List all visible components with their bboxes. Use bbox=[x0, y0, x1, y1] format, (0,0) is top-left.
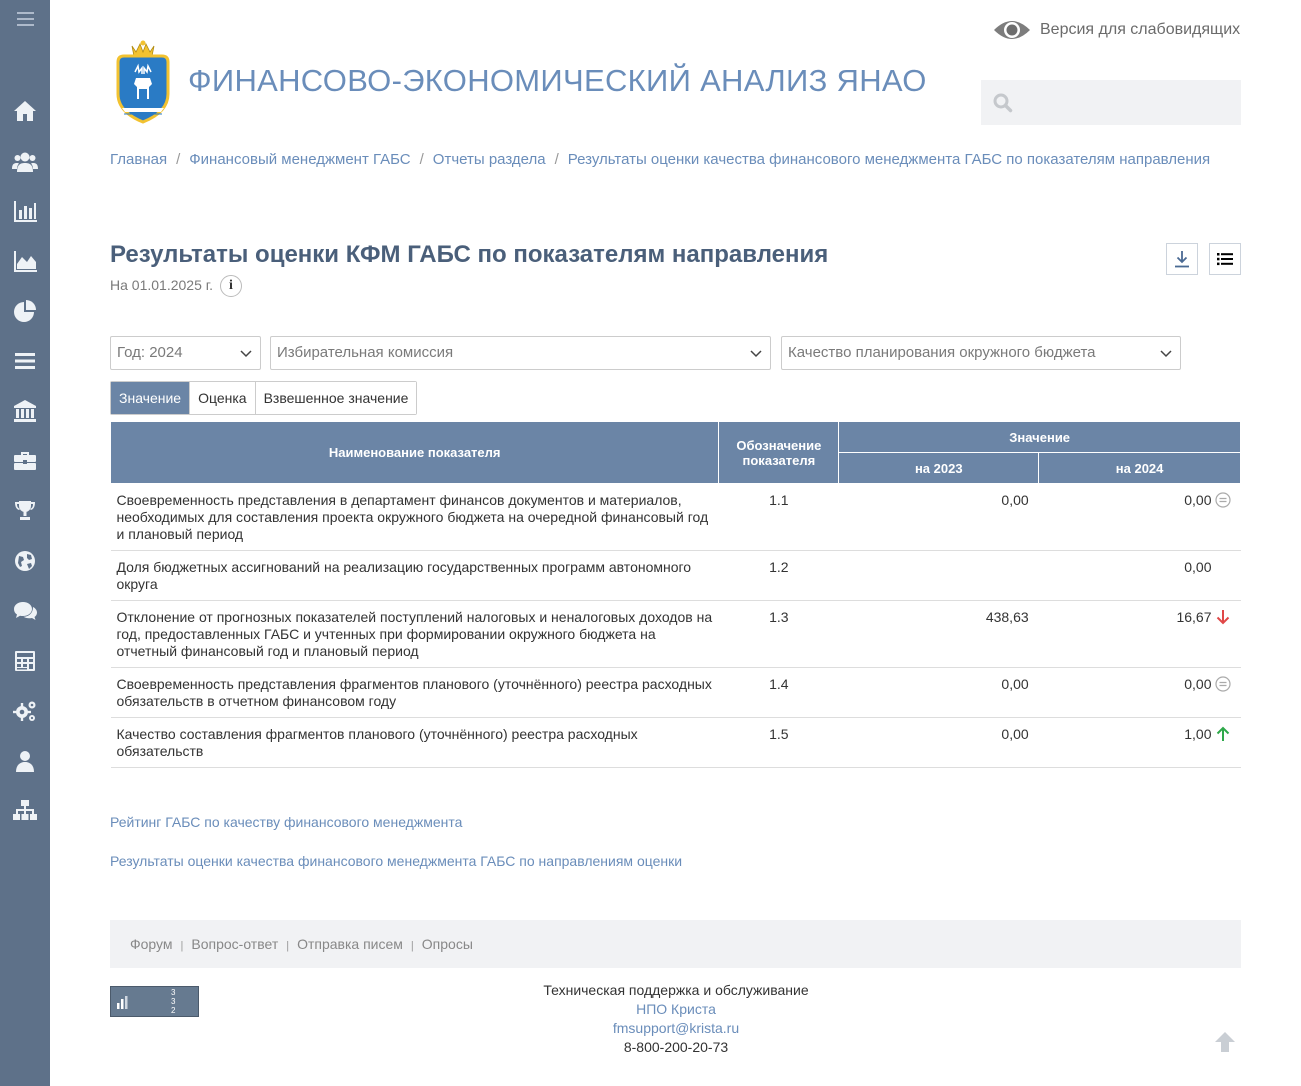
arrow-down-icon bbox=[1215, 609, 1231, 625]
organization-select[interactable] bbox=[270, 336, 771, 370]
region-emblem-logo[interactable] bbox=[110, 38, 176, 126]
tab-weighted-value[interactable]: Взвешенное значение bbox=[256, 382, 417, 414]
page-title: Результаты оценки КФМ ГАБС по показателям направления bbox=[110, 241, 829, 268]
indicator-code: 1.3 bbox=[719, 601, 839, 668]
search-icon bbox=[993, 93, 1013, 113]
briefcase-icon[interactable] bbox=[0, 441, 50, 481]
breadcrumb-fin-management[interactable]: Финансовый менеджмент ГАБС bbox=[189, 151, 411, 168]
value-2024: 0,00 bbox=[1184, 676, 1212, 692]
value-2023: 438,63 bbox=[839, 601, 1039, 668]
bar-chart-icon[interactable] bbox=[0, 191, 50, 231]
support-title: Техническая поддержка и обслуживание bbox=[543, 982, 809, 998]
equal-trend-icon bbox=[1215, 492, 1231, 508]
table-row bbox=[111, 601, 1241, 668]
list-icon[interactable] bbox=[0, 341, 50, 381]
search-input[interactable] bbox=[981, 80, 1241, 125]
col-header-value-group: Значение bbox=[839, 422, 1241, 453]
indicator-name: Своевременность представления в департамент финансов документов и материалов, необходимых для составления проекта окружного бюджета на очередной финансовый год и плановый период bbox=[111, 484, 719, 551]
indicators-table bbox=[110, 421, 1241, 768]
pie-chart-icon[interactable] bbox=[0, 291, 50, 331]
indicator-name: Качество составления фрагментов планового (уточнённого) реестра расходных обязательств bbox=[111, 718, 719, 768]
footer-link-polls[interactable]: Опросы bbox=[421, 936, 473, 952]
gears-icon[interactable] bbox=[0, 691, 50, 731]
value-2024: 1,00 bbox=[1184, 726, 1212, 742]
area-chart-icon[interactable] bbox=[0, 241, 50, 281]
indicator-code: 1.5 bbox=[719, 718, 839, 768]
support-info bbox=[476, 981, 876, 1057]
globe-icon[interactable] bbox=[0, 541, 50, 581]
info-icon[interactable]: i bbox=[220, 275, 242, 297]
report-date: На 01.01.2025 г. bbox=[110, 277, 214, 293]
table-row bbox=[111, 551, 1241, 601]
breadcrumb-separator: / bbox=[419, 151, 424, 168]
indicator-name: Своевременность представления фрагментов планового (уточнённого) реестра расходных обязательств в отчетном финансовом году bbox=[111, 668, 719, 718]
results-by-direction-link[interactable]: Результаты оценки качества финансового менеджмента ГАБС по направлениям оценки bbox=[110, 853, 683, 869]
arrow-up-icon bbox=[1215, 726, 1231, 742]
footer-nav: Форум | Вопрос-ответ | Отправка писем | Опросы bbox=[110, 920, 1241, 968]
direction-select[interactable] bbox=[781, 336, 1181, 370]
col-header-2023[interactable]: на 2023 bbox=[839, 453, 1039, 484]
value-2024-cell bbox=[1039, 601, 1241, 668]
comments-icon[interactable] bbox=[0, 591, 50, 631]
chevron-down-icon bbox=[750, 347, 762, 359]
calculator-icon[interactable] bbox=[0, 641, 50, 681]
indicator-code: 1.1 bbox=[719, 484, 839, 551]
tab-score[interactable]: Оценка bbox=[190, 382, 256, 414]
breadcrumb-current[interactable]: Результаты оценки качества финансового менеджмента ГАБС по показателям направления bbox=[567, 151, 1211, 168]
value-2024: 0,00 bbox=[1184, 492, 1212, 508]
view-mode-tabs bbox=[110, 381, 417, 415]
footer-link-send-letters[interactable]: Отправка писем bbox=[297, 936, 403, 952]
counter-bars-icon bbox=[115, 993, 129, 1011]
organization-select-value: Избирательная комиссия bbox=[277, 344, 454, 361]
list-icon bbox=[1215, 249, 1235, 269]
indicator-code: 1.4 bbox=[719, 668, 839, 718]
breadcrumb bbox=[110, 151, 1210, 168]
user-icon[interactable] bbox=[0, 741, 50, 781]
value-2024-cell bbox=[1039, 551, 1241, 601]
report-list-button[interactable] bbox=[1209, 243, 1241, 275]
rating-link[interactable]: Рейтинг ГАБС по качеству финансового менеджмента bbox=[110, 814, 463, 830]
value-2024: 0,00 bbox=[1184, 559, 1212, 575]
table-row bbox=[111, 668, 1241, 718]
value-2023: 0,00 bbox=[839, 718, 1039, 768]
value-2024-cell bbox=[1039, 718, 1241, 768]
trophy-icon[interactable] bbox=[0, 491, 50, 531]
footer-link-faq[interactable]: Вопрос-ответ bbox=[191, 936, 279, 952]
support-email-link[interactable]: fmsupport@krista.ru bbox=[612, 1020, 740, 1036]
menu-toggle-icon[interactable] bbox=[17, 12, 34, 28]
counter-values: 3 3 2 bbox=[171, 988, 176, 1015]
breadcrumb-separator: / bbox=[176, 151, 181, 168]
support-phone: 8-800-200-20-73 bbox=[623, 1039, 729, 1055]
table-row bbox=[111, 484, 1241, 551]
eye-icon bbox=[992, 16, 1032, 44]
sitemap-icon[interactable] bbox=[0, 791, 50, 831]
footer-link-forum[interactable]: Форум bbox=[130, 936, 173, 952]
indicator-name: Доля бюджетных ассигнований на реализацию государственных программ автономного округа bbox=[111, 551, 719, 601]
value-2023: 0,00 bbox=[839, 668, 1039, 718]
home-icon[interactable] bbox=[0, 91, 50, 131]
chevron-down-icon bbox=[1160, 347, 1172, 359]
col-header-code[interactable]: Обозначение показателя bbox=[719, 422, 839, 484]
low-vision-version-link[interactable] bbox=[992, 16, 1240, 44]
scroll-top-icon[interactable] bbox=[1212, 1029, 1238, 1055]
sidebar bbox=[0, 0, 50, 1086]
table-row bbox=[111, 718, 1241, 768]
download-icon bbox=[1172, 249, 1192, 269]
col-header-name[interactable]: Наименование показателя bbox=[111, 422, 719, 484]
bank-icon[interactable] bbox=[0, 391, 50, 431]
company-link[interactable]: НПО Криста bbox=[636, 1001, 716, 1017]
col-header-2024[interactable]: на 2024 bbox=[1039, 453, 1241, 484]
indicator-name: Отклонение от прогнозных показателей поступлений налоговых и неналоговых доходов на год, предоставленных ГАБС и учтенных при формировании окружного бюджета на отчетный финансовый год и плановый период bbox=[111, 601, 719, 668]
year-select[interactable] bbox=[110, 336, 261, 370]
breadcrumb-section-reports[interactable]: Отчеты раздела bbox=[432, 151, 546, 168]
equal-trend-icon bbox=[1215, 676, 1231, 692]
tab-value[interactable]: Значение bbox=[111, 382, 190, 414]
year-select-value: Год: 2024 bbox=[117, 344, 183, 361]
users-icon[interactable] bbox=[0, 141, 50, 181]
value-2023 bbox=[839, 551, 1039, 601]
chevron-down-icon bbox=[240, 347, 252, 359]
breadcrumb-separator: / bbox=[554, 151, 559, 168]
breadcrumb-home[interactable]: Главная bbox=[110, 151, 168, 168]
direction-select-value: Качество планирования окружного бюджета bbox=[788, 344, 1096, 361]
indicator-code: 1.2 bbox=[719, 551, 839, 601]
visitor-counter[interactable] bbox=[110, 986, 199, 1017]
value-2024: 16,67 bbox=[1176, 609, 1212, 625]
low-vision-label: Версия для слабовидящих bbox=[1040, 21, 1241, 38]
value-2024-cell bbox=[1039, 484, 1241, 551]
site-title[interactable]: ФИНАНСОВО-ЭКОНОМИЧЕСКИЙ АНАЛИЗ ЯНАО bbox=[188, 63, 927, 98]
download-button[interactable] bbox=[1166, 243, 1198, 275]
value-2023: 0,00 bbox=[839, 484, 1039, 551]
value-2024-cell bbox=[1039, 668, 1241, 718]
